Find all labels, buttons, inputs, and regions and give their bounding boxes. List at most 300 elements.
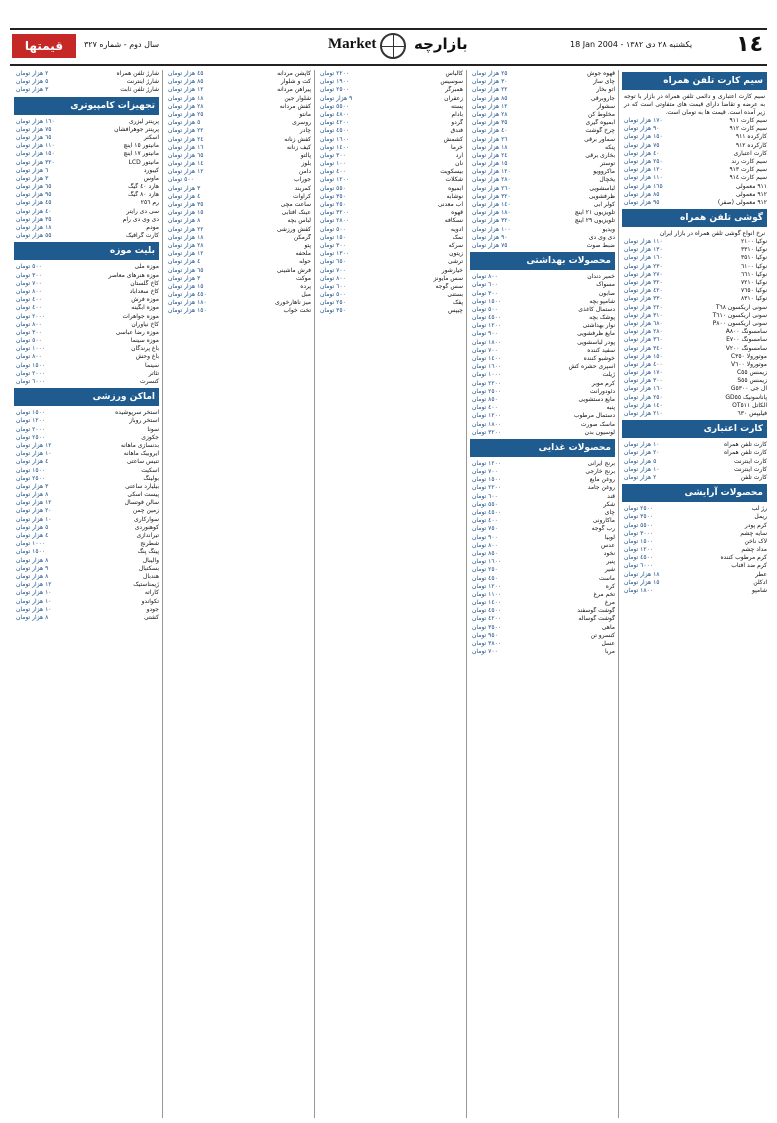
item-price: ٨ هزار تومان bbox=[16, 613, 49, 621]
section-title-fa: بازارچه bbox=[414, 35, 468, 53]
price-row bbox=[318, 176, 463, 184]
item-price: ٤٠ هزار تومان bbox=[624, 149, 660, 157]
item-name: سیم کارت ٩١٢ bbox=[729, 125, 767, 133]
price-row bbox=[166, 160, 311, 168]
price-row bbox=[166, 95, 311, 103]
item-price: ٨٥ هزار تومان bbox=[168, 78, 204, 86]
item-name: گرمکن bbox=[293, 233, 311, 241]
item-price: ٧٥ هزار تومان bbox=[472, 241, 508, 249]
section-heading: تجهیزات کامپیوتری bbox=[14, 97, 159, 115]
price-row bbox=[14, 167, 159, 175]
item-name: جاروبرقی bbox=[590, 94, 615, 102]
item-name: لوبیا bbox=[604, 533, 615, 541]
price-row bbox=[622, 449, 767, 457]
price-row bbox=[470, 322, 615, 330]
item-name: تلویزیون ٢٩ اینچ bbox=[574, 217, 615, 225]
item-price: ١٦٠٠ تومان bbox=[320, 135, 350, 143]
item-name: سس مایونز bbox=[433, 274, 463, 282]
price-row bbox=[318, 209, 463, 217]
item-price: ٨ هزار تومان bbox=[168, 217, 201, 225]
item-name: خرما bbox=[450, 143, 463, 151]
price-row bbox=[470, 575, 615, 583]
price-row bbox=[14, 507, 159, 515]
item-name: رب گوجه bbox=[591, 525, 615, 533]
item-price: ٢٤ هزار تومان bbox=[472, 151, 508, 159]
item-name: تنیس ساعتی bbox=[126, 458, 159, 466]
item-price: ٣٦٠ هزار تومان bbox=[624, 336, 663, 344]
item-name: کالباس bbox=[445, 70, 463, 77]
item-name: ٩١٢ معمولی (صفر) bbox=[717, 198, 767, 206]
price-row bbox=[166, 86, 311, 94]
item-price: ٥٠٠ تومان bbox=[472, 305, 498, 313]
item-price: ٢٥٠ هزار تومان bbox=[624, 157, 663, 165]
section-heading: محصولات آرایشی bbox=[622, 484, 767, 502]
item-price: ١٢٠٠ تومان bbox=[624, 546, 654, 554]
price-row bbox=[470, 404, 615, 412]
item-name: شکر bbox=[603, 500, 615, 508]
item-name: رژ لب bbox=[751, 505, 767, 513]
item-price: ٢٥٠ تومان bbox=[320, 299, 346, 307]
price-row bbox=[14, 86, 159, 94]
item-price: ١٧٠ هزار تومان bbox=[624, 117, 663, 124]
price-row bbox=[470, 534, 615, 542]
item-price: ٦٠٠ تومان bbox=[320, 282, 346, 290]
price-row bbox=[14, 208, 159, 216]
item-price: ١٦٠ هزار تومان bbox=[624, 385, 663, 393]
price-row bbox=[14, 313, 159, 321]
price-row bbox=[622, 410, 767, 418]
item-price: ٢٥٠٠ تومان bbox=[16, 474, 46, 482]
item-price: ٤٠٠ تومان bbox=[472, 517, 498, 525]
item-name: پنکه bbox=[604, 143, 615, 151]
item-name: میز ناهارخوری bbox=[274, 299, 311, 307]
item-price: ١٦٠ هزار تومان bbox=[16, 117, 55, 125]
price-row bbox=[622, 287, 767, 295]
price-row bbox=[622, 295, 767, 303]
price-row bbox=[14, 370, 159, 378]
price-row bbox=[622, 522, 767, 530]
item-name: بولینگ bbox=[143, 474, 159, 482]
item-price: ٥ هزار تومان bbox=[16, 78, 49, 86]
item-name: چای ساز bbox=[593, 78, 615, 86]
item-price: ٣ هزار تومان bbox=[16, 482, 49, 490]
item-price: ٦٥ هزار تومان bbox=[168, 266, 204, 274]
item-price: ١٢ هزار تومان bbox=[168, 86, 204, 94]
item-price: ٧٥ هزار تومان bbox=[624, 141, 660, 149]
price-row bbox=[622, 505, 767, 513]
item-name: خوشبو کننده bbox=[583, 355, 615, 362]
price-row bbox=[14, 581, 159, 589]
item-price: ١٨ هزار تومان bbox=[168, 94, 204, 102]
item-name: دی وی دی رام bbox=[122, 215, 159, 223]
issue-number: سال دوم - شماره ٣٢٧ bbox=[84, 40, 160, 49]
item-name: سوارکاری bbox=[134, 515, 159, 523]
item-name: موزه فرش bbox=[131, 296, 159, 304]
item-price: ١٠ هزار تومان bbox=[16, 605, 52, 613]
section-intro: نرخ انواع گوشی تلفن همراه در بازار ایران bbox=[659, 230, 765, 238]
price-row bbox=[166, 234, 311, 242]
price-row bbox=[14, 345, 159, 353]
item-price: ٤٠٠ هزار تومان bbox=[624, 360, 663, 368]
item-price: ٦ هزار تومان bbox=[16, 166, 49, 174]
item-price: ٢٨٠٠ تومان bbox=[320, 217, 350, 225]
price-row bbox=[470, 273, 615, 281]
item-name: دامن bbox=[298, 168, 311, 176]
price-row bbox=[14, 216, 159, 224]
price-row bbox=[14, 118, 159, 126]
price-row bbox=[14, 499, 159, 507]
item-name: کنسرو تن bbox=[590, 631, 615, 639]
price-row bbox=[166, 111, 311, 119]
item-name: پیراهن مردانه bbox=[277, 86, 311, 94]
item-name: شیر bbox=[604, 566, 615, 574]
item-price: ٣٥٠٠ تومان bbox=[472, 623, 502, 631]
column-4 bbox=[166, 70, 311, 1118]
item-price: ١٥٠٠ تومان bbox=[16, 548, 46, 556]
item-name: نوکیا ٢١٠٠ bbox=[740, 238, 767, 246]
price-row bbox=[166, 185, 311, 193]
item-name: کفش ورزشی bbox=[276, 225, 311, 233]
item-name: فیلیپس ٦٣٠ bbox=[737, 410, 767, 417]
price-row bbox=[470, 363, 615, 371]
item-price: ٨٥٠ تومان bbox=[472, 395, 498, 403]
item-name: ماسک صورت bbox=[580, 420, 615, 428]
item-price: ١٥٠ تومان bbox=[320, 233, 346, 241]
item-price: ٢٢٠ هزار تومان bbox=[624, 303, 663, 311]
price-row bbox=[166, 291, 311, 299]
item-name: خیارشور bbox=[441, 266, 463, 274]
column-2 bbox=[470, 70, 615, 1118]
item-price: ٩٠٠ تومان bbox=[472, 330, 498, 338]
item-price: ٣٠٠ هزار تومان bbox=[624, 377, 663, 385]
item-name: شلوار جین bbox=[284, 94, 311, 102]
price-row bbox=[622, 328, 767, 336]
item-price: ٢٦ هزار تومان bbox=[472, 135, 508, 143]
item-price: ٧٠٠ تومان bbox=[16, 279, 42, 287]
price-row bbox=[470, 396, 615, 404]
item-name: ال جی G٥٣٠٠ bbox=[730, 385, 767, 393]
section-heading: اماکن ورزشی bbox=[14, 388, 159, 406]
price-row bbox=[622, 562, 767, 570]
item-name: ٩١٢ معمولی bbox=[735, 190, 767, 198]
price-row bbox=[166, 258, 311, 266]
column-1 bbox=[622, 70, 767, 1118]
item-name: هندبال bbox=[143, 572, 159, 580]
price-row bbox=[166, 127, 311, 135]
price-row bbox=[14, 442, 159, 450]
price-row bbox=[622, 587, 767, 595]
price-row bbox=[470, 242, 615, 250]
item-price: ١٥٠٠ تومان bbox=[472, 297, 502, 305]
item-price: ٤٠ هزار تومان bbox=[16, 207, 52, 215]
item-name: ریمل bbox=[754, 513, 767, 521]
item-price: ١٥٠ هزار تومان bbox=[624, 352, 663, 360]
item-price: ٢٥٠ هزار تومان bbox=[624, 393, 663, 401]
item-name: کاراته bbox=[144, 589, 159, 597]
item-name: شطرنج bbox=[140, 540, 159, 548]
item-name: شارژ تلفن همراه bbox=[116, 70, 159, 77]
price-row bbox=[470, 388, 615, 396]
item-price: ٧٥٠ تومان bbox=[472, 525, 498, 533]
price-row bbox=[470, 347, 615, 355]
item-name: توستر bbox=[600, 160, 615, 168]
item-name: کارت تلفن همراه bbox=[723, 449, 767, 457]
item-name: سینما bbox=[145, 361, 159, 369]
page-number: ١٤ bbox=[736, 32, 763, 57]
item-name: کره bbox=[605, 582, 615, 590]
item-name: کاخ نیاوران bbox=[131, 320, 159, 328]
price-row bbox=[470, 103, 615, 111]
item-price: ٦٥٠ تومان bbox=[320, 258, 346, 266]
item-price: ٤ هزار تومان bbox=[16, 532, 49, 539]
item-price: ٣ هزار تومان bbox=[168, 274, 201, 282]
item-name: نسکافه bbox=[444, 217, 463, 225]
price-row bbox=[622, 312, 767, 320]
price-row bbox=[318, 70, 463, 78]
item-price: ٣٠٠ تومان bbox=[472, 289, 498, 297]
price-row bbox=[622, 304, 767, 312]
price-row bbox=[622, 117, 767, 125]
price-row bbox=[318, 307, 463, 315]
item-name: عدس bbox=[600, 541, 615, 549]
item-name: کارکرده ٩١٢ bbox=[735, 141, 767, 149]
item-price: ٥٥٠٠ تومان bbox=[320, 102, 350, 110]
item-price: ٢٠ هزار تومان bbox=[16, 507, 52, 515]
price-row bbox=[470, 607, 615, 615]
item-price: ١٥٠ هزار تومان bbox=[168, 307, 207, 315]
item-name: سونی اریکسون T٦٨ bbox=[715, 303, 767, 311]
price-row bbox=[166, 78, 311, 86]
item-name: عسل bbox=[601, 640, 615, 647]
price-row bbox=[14, 426, 159, 434]
price-row bbox=[14, 516, 159, 524]
price-row bbox=[622, 369, 767, 377]
item-name: بسکتبال bbox=[138, 564, 159, 572]
item-name: پسته bbox=[450, 102, 463, 110]
price-row bbox=[318, 258, 463, 266]
item-name: کولر آبی bbox=[593, 201, 615, 208]
item-name: کیف زنانه bbox=[286, 143, 311, 151]
price-row bbox=[622, 377, 767, 385]
price-row bbox=[166, 209, 311, 217]
item-price: ١٨٠ هزار تومان bbox=[168, 299, 207, 307]
price-row bbox=[14, 450, 159, 458]
item-price: ٣٢٠ هزار تومان bbox=[472, 192, 511, 200]
item-name: نوار بهداشتی bbox=[582, 322, 615, 330]
item-price: ١٦٠٠ تومان bbox=[472, 558, 502, 566]
item-price: ٦٠٠ تومان bbox=[472, 492, 498, 500]
item-name: کارت اینترنت bbox=[734, 457, 767, 465]
item-name: موکت bbox=[295, 274, 311, 282]
item-price: ١٢ هزار تومان bbox=[16, 499, 52, 507]
item-price: ٢٢٠٠ تومان bbox=[472, 379, 502, 387]
price-row bbox=[166, 275, 311, 283]
price-row bbox=[318, 111, 463, 119]
item-name: مانیتور ١٧ اینچ bbox=[123, 150, 159, 158]
price-row bbox=[166, 168, 311, 176]
price-row bbox=[14, 70, 159, 78]
price-row bbox=[470, 355, 615, 363]
item-price: ٢٢ هزار تومان bbox=[168, 225, 204, 233]
item-price: ١٨ هزار تومان bbox=[168, 233, 204, 241]
item-price: ٣٠٠ تومان bbox=[320, 241, 346, 249]
item-price: ١٤٠ هزار تومان bbox=[624, 401, 663, 409]
item-price: ١٠٠ تومان bbox=[320, 160, 346, 168]
item-price: ٢٥٠ تومان bbox=[472, 566, 498, 574]
item-price: ١٨٠٠ تومان bbox=[624, 587, 654, 594]
price-row bbox=[622, 199, 767, 207]
price-row bbox=[14, 573, 159, 581]
item-name: ساعت مچی bbox=[280, 201, 311, 208]
price-row bbox=[622, 474, 767, 482]
item-name: هارد ٨٠ گیگ bbox=[128, 191, 159, 199]
item-name: موزه آبگینه bbox=[131, 304, 159, 312]
item-name: لباسشویی bbox=[589, 184, 615, 192]
item-name: کوهنوردی bbox=[134, 523, 159, 531]
item-price: ١٥٠ هزار تومان bbox=[16, 150, 55, 158]
item-price: ١٢٠٠ تومان bbox=[16, 417, 46, 425]
item-price: ٤٠ هزار تومان bbox=[472, 127, 508, 135]
price-row bbox=[166, 242, 311, 250]
item-price: ٤٥٠٠ تومان bbox=[624, 554, 654, 562]
item-price: ٦٠٠٠ تومان bbox=[624, 562, 654, 570]
item-price: ٢٤ هزار تومان bbox=[168, 135, 204, 143]
item-name: گردو bbox=[451, 119, 463, 127]
price-row bbox=[14, 126, 159, 134]
item-name: نوکیا ٣٥١٠ bbox=[740, 254, 767, 262]
item-name: پفک bbox=[452, 299, 463, 307]
item-price: ٢٣٠ هزار تومان bbox=[624, 262, 663, 270]
item-name: سیم کارت رند bbox=[731, 157, 767, 165]
item-price: ٢٥ هزار تومان bbox=[168, 110, 204, 118]
item-price: ٤٠٠ تومان bbox=[472, 404, 498, 412]
price-row bbox=[622, 546, 767, 554]
item-name: روغن جامد bbox=[587, 484, 615, 492]
item-price: ١٢ هزار تومان bbox=[168, 168, 204, 176]
item-name: کاخ گلستان bbox=[130, 279, 159, 287]
item-price: ٢٥٠ تومان bbox=[320, 201, 346, 208]
price-row bbox=[622, 345, 767, 353]
item-name: شکلات bbox=[445, 176, 463, 184]
item-name: بدنسازی ماهانه bbox=[120, 441, 159, 449]
item-name: ماهی bbox=[601, 623, 615, 631]
item-price: ١٢٠٠ تومان bbox=[472, 582, 502, 590]
price-row bbox=[166, 136, 311, 144]
item-name: ماست bbox=[599, 574, 615, 582]
price-row bbox=[14, 329, 159, 337]
price-row bbox=[622, 246, 767, 254]
item-price: ٥ هزار تومان bbox=[168, 119, 201, 127]
item-name: اسکنر bbox=[143, 133, 159, 141]
item-name: استخر سرپوشیده bbox=[115, 409, 159, 417]
item-price: ٣١٠ هزار تومان bbox=[624, 311, 663, 319]
item-price: ٢٨ هزار تومان bbox=[472, 110, 508, 118]
item-price: ٨٠٠ تومان bbox=[320, 274, 346, 282]
item-name: تخم مرغ bbox=[593, 590, 615, 598]
item-name: آبمیوه گیری bbox=[585, 119, 615, 127]
price-row bbox=[318, 95, 463, 103]
item-price: ٢٢ هزار تومان bbox=[168, 127, 204, 135]
item-name: مایع دستشویی bbox=[578, 395, 615, 403]
item-name: برنج خارجی bbox=[585, 468, 615, 476]
item-price: ٧٠٠ تومان bbox=[472, 648, 498, 656]
item-name: زیتون bbox=[449, 250, 463, 258]
item-price: ٢ هزار تومان bbox=[16, 70, 49, 77]
item-name: کرم پودر bbox=[744, 521, 767, 529]
item-price: ٤٥٠ تومان bbox=[472, 574, 498, 582]
item-price: ٧٥ هزار تومان bbox=[16, 125, 52, 133]
price-row bbox=[14, 175, 159, 183]
item-name: ملحفه bbox=[295, 250, 311, 258]
item-price: ١٤٠٠ تومان bbox=[320, 143, 350, 151]
item-price: ٤٥٠٠ تومان bbox=[472, 607, 502, 615]
item-price: ٤ هزار تومان bbox=[168, 192, 201, 200]
price-row bbox=[14, 524, 159, 532]
item-name: زیمنس C٥٥ bbox=[736, 369, 767, 377]
item-name: عطر bbox=[755, 570, 767, 578]
item-price: ٣٠٠ تومان bbox=[320, 151, 346, 159]
item-price: ٤ هزار تومان bbox=[16, 458, 49, 466]
item-name: سوسیس bbox=[440, 78, 463, 86]
item-price: ٤٢٠٠ تومان bbox=[320, 119, 350, 127]
item-name: دستمال کاغذی bbox=[578, 305, 615, 313]
item-name: همبرگر bbox=[445, 86, 463, 94]
item-name: والیبال bbox=[142, 556, 159, 564]
price-row bbox=[14, 183, 159, 191]
item-name: سس گوجه bbox=[435, 282, 463, 290]
item-name: کاپشن مردانه bbox=[277, 70, 311, 77]
item-name: جوراب bbox=[293, 176, 311, 184]
item-price: ١٠٠ هزار تومان bbox=[472, 225, 511, 233]
price-row bbox=[166, 176, 311, 184]
price-row bbox=[470, 185, 615, 193]
item-name: کرم مرطوب کننده bbox=[720, 554, 767, 562]
price-row bbox=[622, 394, 767, 402]
item-name: نوکیا ٧٦٥٠ bbox=[740, 287, 767, 295]
item-name: باغ وحش bbox=[135, 353, 159, 361]
item-price: ٨٠٠ تومان bbox=[16, 353, 42, 361]
item-name: نوکیا ٦١٠٠ bbox=[740, 262, 767, 270]
item-price: ٨٠٠ تومان bbox=[16, 287, 42, 295]
item-name: شارژ تلفن ثابت bbox=[120, 86, 159, 94]
price-row bbox=[622, 361, 767, 369]
price-row bbox=[622, 385, 767, 393]
price-row bbox=[470, 306, 615, 314]
price-row bbox=[166, 70, 311, 78]
price-row bbox=[14, 337, 159, 345]
price-row bbox=[14, 159, 159, 167]
item-name: صابون bbox=[598, 289, 615, 297]
item-price: ١٣٠٠ تومان bbox=[320, 250, 350, 258]
price-row bbox=[318, 201, 463, 209]
item-price: ٥٠٠ تومان bbox=[16, 263, 42, 271]
item-price: ١٠ هزار تومان bbox=[16, 589, 52, 597]
price-row bbox=[318, 275, 463, 283]
price-row bbox=[470, 234, 615, 242]
price-row bbox=[622, 279, 767, 287]
price-row bbox=[622, 538, 767, 546]
item-price: ١٣٠ هزار تومان bbox=[624, 246, 663, 254]
item-price: ٤٥٠٠ تومان bbox=[472, 314, 502, 322]
item-name: نوکیا ٨٣١٠ bbox=[740, 295, 767, 303]
price-row bbox=[622, 402, 767, 410]
item-name: مخلوط کن bbox=[587, 110, 615, 118]
price-row bbox=[470, 111, 615, 119]
item-price: ٢٠٠٠ تومان bbox=[16, 312, 46, 320]
price-row bbox=[166, 267, 311, 275]
item-price: ١٨٠٠ تومان bbox=[472, 338, 502, 346]
item-price: ١٥ هزار تومان bbox=[624, 578, 660, 586]
